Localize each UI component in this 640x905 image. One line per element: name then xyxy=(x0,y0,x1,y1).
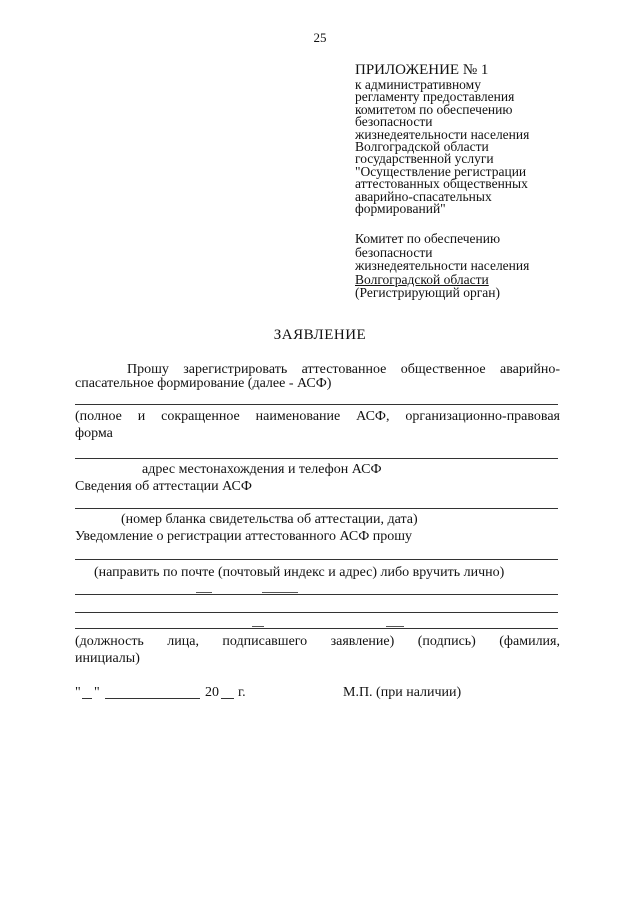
authority-line: жизнедеятельности населения xyxy=(355,258,530,274)
date-year-field[interactable] xyxy=(221,698,234,699)
signature-line-mark xyxy=(196,592,212,593)
appendix-line: аттестованных общественных xyxy=(355,176,528,192)
intro-line-2: спасательное формирование (далее - АСФ) xyxy=(75,376,332,391)
delivery-hint: (направить по почте (почтовый индекс и адрес) либо вручить лично) xyxy=(94,565,505,580)
appendix-line: жизнедеятельности населения xyxy=(355,126,530,142)
asf-address-field-line[interactable] xyxy=(75,458,558,459)
appendix-line: комитетом по обеспечению xyxy=(355,101,513,117)
signature-line-mark xyxy=(386,626,404,627)
date-quote-close: " xyxy=(94,685,100,700)
date-month-field[interactable] xyxy=(105,698,200,699)
authority-region: Волгоградской области xyxy=(355,271,489,287)
notification-label: Уведомление о регистрации аттестованного АСФ прошу xyxy=(75,529,413,544)
signature-line-mark xyxy=(252,626,264,627)
appendix-heading: ПРИЛОЖЕНИЕ № 1 xyxy=(355,62,489,78)
delivery-field-line[interactable] xyxy=(75,559,558,560)
asf-name-hint-1: (полное и сокращенное наименование АСФ, организационно-правовая xyxy=(75,409,560,424)
appendix-line: к административному xyxy=(355,77,481,92)
authority-caption: (Регистрирующий орган) xyxy=(355,285,500,301)
certificate-field-line[interactable] xyxy=(75,508,558,509)
date-quote-open: " xyxy=(75,685,81,700)
page-number: 25 xyxy=(313,30,327,45)
asf-name-hint-2: форма xyxy=(75,426,113,441)
appendix-line: аварийно-спасательных xyxy=(355,188,492,204)
authority-line: Комитет по обеспечению xyxy=(355,231,501,246)
signature-hint-1: (должность лица, подписавшего заявление) (подпись) (фамилия, xyxy=(75,634,560,649)
appendix-line: Волгоградской области xyxy=(355,139,489,155)
signature-field-line-2[interactable] xyxy=(75,612,558,613)
appendix-line: государственной услуги xyxy=(355,151,494,167)
asf-address-hint: адрес местонахождения и телефон АСФ xyxy=(142,462,382,477)
attestation-label: Сведения об аттестации АСФ xyxy=(75,479,252,494)
authority-block xyxy=(355,232,529,300)
intro-line-1: Прошу зарегистрировать аттестованное общественное аварийно- xyxy=(127,362,560,377)
appendix-line: "Осуществление регистрации xyxy=(355,163,527,179)
date-year-suffix: г. xyxy=(238,685,246,700)
date-year-prefix: 20 xyxy=(205,685,219,700)
appendix-block xyxy=(355,62,529,215)
appendix-line: формирований" xyxy=(355,201,446,217)
certificate-hint: (номер бланка свидетельства об аттестации, дата) xyxy=(121,512,418,527)
asf-name-field-line[interactable] xyxy=(75,404,558,405)
signature-field-line-3[interactable] xyxy=(75,628,558,629)
stamp-label: М.П. (при наличии) xyxy=(343,685,462,700)
appendix-line: регламенту предоставления xyxy=(355,89,515,105)
signature-line-mark xyxy=(262,592,298,593)
date-day-field[interactable] xyxy=(82,698,92,699)
signature-hint-2: инициалы) xyxy=(75,651,140,666)
appendix-line: безопасности xyxy=(355,114,433,130)
document-title: ЗАЯВЛЕНИЕ xyxy=(273,327,367,343)
signature-field-line-1[interactable] xyxy=(75,594,558,595)
authority-line: безопасности xyxy=(355,244,433,260)
